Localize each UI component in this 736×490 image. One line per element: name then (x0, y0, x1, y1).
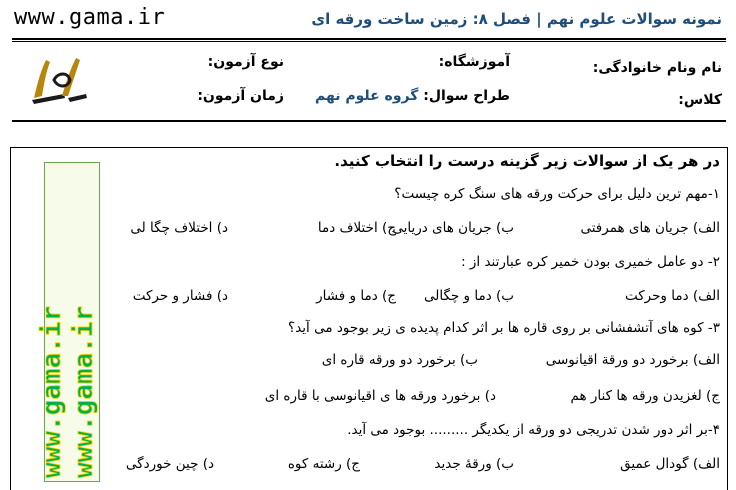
exam-type-label: نوع آزمون: (207, 54, 284, 70)
question-4: ۴-بر اثر دور شدن تدریجی دو ورقه از یکدیگر ......... بوجود می آید. (347, 422, 720, 438)
instructions: در هر یک از سوالات زیر گزینه درست را انتخاب کنید. (334, 152, 720, 170)
q2-option-d[interactable]: د) فشار و حرکت (132, 288, 228, 304)
header-bottom-rule (12, 120, 726, 122)
school-label: آموزشگاه: (438, 54, 510, 70)
designer-field (315, 88, 510, 104)
site-url[interactable]: www.gama.ir (14, 5, 166, 30)
exam-time-label: زمان آزمون: (197, 88, 284, 104)
name-label: نام ونام خانوادگی: (592, 60, 722, 76)
q2-option-a[interactable]: الف) دما وحرکت (624, 288, 720, 304)
q4-option-b[interactable]: ب) ورقهٔ جدید (434, 456, 514, 472)
header-rule-thin (12, 41, 726, 42)
svg-text:www.gama.ir: www.gama.ir (69, 305, 99, 478)
q3-option-b[interactable]: ب) برخورد دو ورقه قاره ای (321, 352, 478, 368)
q1-option-c[interactable]: ج) اختلاف دما (317, 220, 396, 236)
q2-option-b[interactable]: ب) دما و چگالی (423, 288, 514, 304)
q4-option-c[interactable]: ج) رشته کوه (287, 456, 360, 472)
q1-option-a[interactable]: الف) جریان های همرفتی (580, 220, 720, 236)
class-label: کلاس: (678, 92, 722, 108)
question-1: ۱-مهم ترین دلیل برای حرکت ورقه های سنگ کره چیست؟ (394, 186, 720, 202)
q1-option-b[interactable]: ب) جریان های دریایی (392, 220, 514, 236)
q3-option-d[interactable]: د) برخورد ورقه ها ی اقیانوسی با قاره ای (264, 388, 496, 404)
q1-option-d[interactable]: د) اختلاف چگا لی (130, 220, 228, 236)
q3-option-a[interactable]: الف) برخورد دو ورقة اقیانوسی (545, 352, 720, 368)
q4-option-d[interactable]: د) چین خوردگی (125, 456, 214, 472)
question-3: ۳- کوه های آتشفشانی بر روی قاره ها بر اثر کدام پدیده ی زیر بوجود می آید؟ (288, 320, 720, 336)
header-rule (12, 38, 726, 40)
designer-value: گروه علوم نهم (315, 88, 419, 104)
svg-text:www.gama.ir: www.gama.ir (37, 305, 67, 478)
side-watermark (20, 160, 99, 480)
logo-icon (24, 50, 94, 110)
q4-option-a[interactable]: الف) گودال عمیق (620, 456, 720, 472)
document-title: نمونه سوالات علوم نهم | فصل ۸: زمین ساخت ورقه ای (311, 10, 722, 28)
designer-label: طراح سوال: (423, 88, 510, 104)
q2-option-c[interactable]: ج) دما و فشار (316, 288, 396, 304)
q3-option-c[interactable]: ج) لغزیدن ورقه ها کنار هم (570, 388, 720, 404)
question-2: ۲- دو عامل خمیری بودن خمیر کره عبارتند از : (461, 254, 720, 270)
